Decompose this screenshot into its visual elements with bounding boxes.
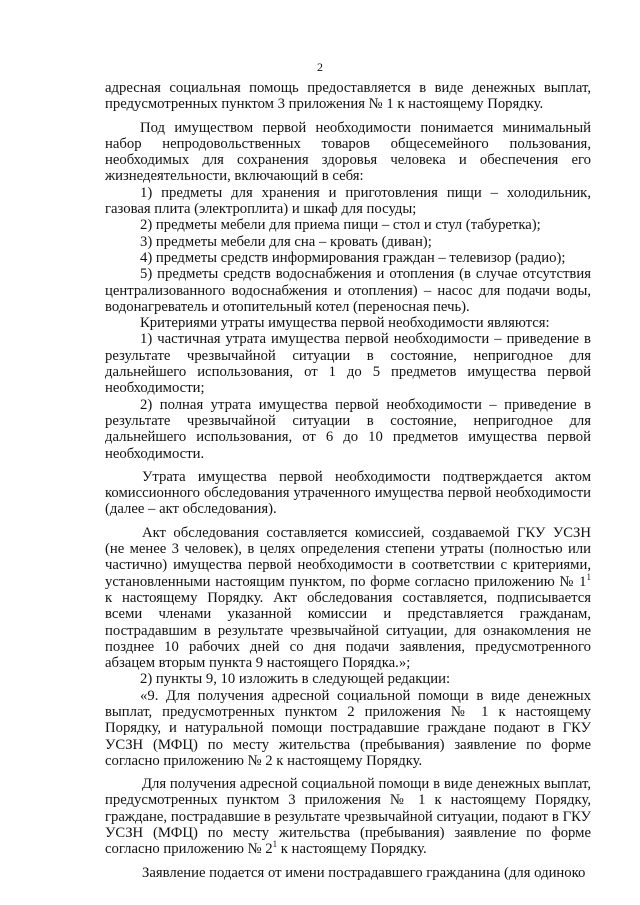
page-number: 2 (317, 60, 323, 74)
paragraph-text: к настоящему Порядку. Акт обследования составляется, подписывается всеми членами указанной комиссии и представляется гражданам, пострадавшим в результате чрезвычайной ситуации, для ознакомления не позднее 10 рабочих дней со дня подачи заявления, предусмотренного абзацем вторым пункта 9 настоящего Порядка.»; (105, 589, 591, 672)
paragraph-text: Акт обследования составляется комиссией, создаваемой ГКУ УСЗН (не менее 3 человек), в целях определения степени утраты (полностью или частично) имущества первой необходимости в соответствии с критериями, установленными настоящим пунктом, по форме согласно приложению № 1 (105, 524, 591, 590)
list-item: 5) предметы средств водоснабжения и отопления (в случае отсутствия централизованного водоснабжения и отопления) – насос для подачи воды, водонагреватель и отопительный котел (переносная печь). (105, 266, 591, 315)
list-item: 1) предметы для хранения и приготовления пищи – холодильник, газовая плита (электроплита) и шкаф для посуды; (105, 184, 591, 218)
paragraph-text: к настоящему Порядку. (277, 841, 427, 858)
superscript: 1 (586, 571, 591, 582)
paragraph: «9. Для получения адресной социальной помощи в виде денежных выплат, предусмотренных пунктом 2 приложения № 1 к настоящему Порядку, и натуральной помощи пострадавшие граждане подают в ГКУ УСЗН (МФЦ) по месту жительства (пребывания) заявление по форме согласно приложению № 2 к настоящему Порядку. (105, 687, 591, 769)
superscript: 1 (272, 839, 278, 850)
list-item: 3) предметы мебели для сна – кровать (диван); (140, 233, 432, 250)
list-item: 4) предметы средств информирования граждан – телевизор (радио); (140, 249, 566, 266)
paragraph: Заявление подается от имени пострадавшего гражданина (для одиноко (142, 864, 586, 881)
paragraph: Под имуществом первой необходимости понимается минимальный набор непродовольственных товаров общесемейного пользования, необходимых для сохранения здоровья человека и обеспечения его жизнедеятельности, включающий в себя: (105, 119, 591, 185)
list-item: 2) предметы мебели для приема пищи – стол и стул (табуретка); (140, 217, 541, 234)
paragraph-text: Для получения адресной социальной помощи в виде денежных выплат, предусмотренных пунктом 3 приложения № 1 к настоящему Порядку, граждане, пострадавшие в результате чрезвычайной ситуации, подают в ГКУ УСЗН (МФЦ) по месту жительства (пребывания) заявление по форме согласно приложению № 2 (105, 776, 591, 858)
document-body (105, 80, 591, 881)
paragraph: адресная социальная помощь предоставляется в виде денежных выплат, предусмотренных пунктом 3 приложения № 1 к настоящему Порядку. (105, 80, 591, 113)
paragraph: 2) пункты 9, 10 изложить в следующей редакции: (140, 671, 451, 688)
paragraph: Критериями утраты имущества первой необходимости являются: (140, 315, 550, 332)
paragraph (105, 525, 591, 672)
paragraph (105, 776, 591, 857)
list-item: 1) частичная утрата имущества первой необходимости – приведение в результате чрезвычайной ситуации в состояние, непригодное для дальнейшего использования, от 1 до 5 предметов имущества первой необходимости; (105, 331, 591, 397)
paragraph: Утрата имущества первой необходимости подтверждается актом комиссионного обследования утраченного имущества первой необходимости (далее – акт обследования). (105, 468, 591, 518)
list-item: 2) полная утрата имущества первой необходимости – приведение в результате чрезвычайной ситуации в состояние, непригодное для дальнейшего использования, от 6 до 10 предметов имущества первой необходимости. (105, 396, 591, 462)
